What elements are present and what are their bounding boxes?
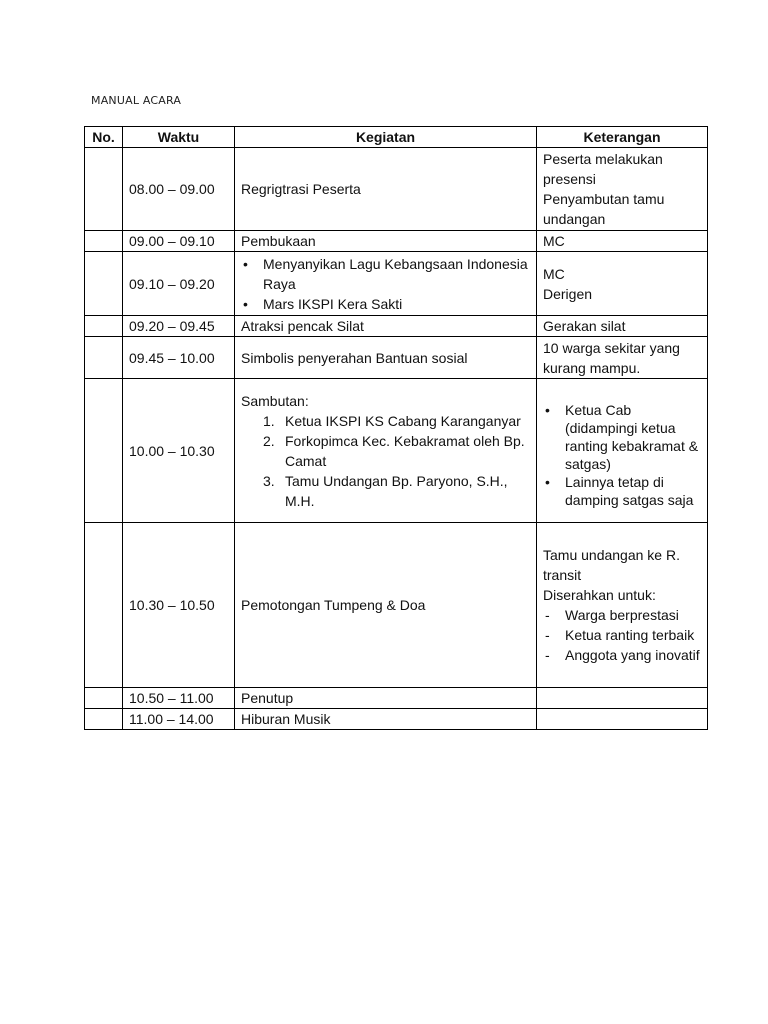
cell-waktu: 09.10 – 09.20 bbox=[123, 252, 235, 316]
header-kegiatan: Kegiatan bbox=[235, 127, 537, 148]
list-item: - Warga berprestasi bbox=[543, 605, 707, 625]
keterangan-line: Penyambutan tamu undangan bbox=[543, 191, 665, 227]
cell-kegiatan bbox=[235, 379, 537, 523]
cell-kegiatan: Regrigtrasi Peserta bbox=[235, 148, 537, 231]
cell-no bbox=[85, 379, 123, 523]
cell-no bbox=[85, 523, 123, 688]
cell-waktu: 10.30 – 10.50 bbox=[123, 523, 235, 688]
cell-kegiatan: Hiburan Musik bbox=[235, 709, 537, 730]
cell-no bbox=[85, 148, 123, 231]
keterangan-line: Tamu undangan ke R. transit bbox=[543, 547, 680, 583]
keterangan-line: Peserta melakukan presensi bbox=[543, 151, 663, 187]
cell-kegiatan: Atraksi pencak Silat bbox=[235, 316, 537, 337]
list-item-text: Forkopimca Kec. Kebakramat oleh Bp. Camat bbox=[285, 432, 525, 469]
table-row bbox=[85, 252, 708, 316]
table-row bbox=[85, 523, 708, 688]
cell-waktu: 10.00 – 10.30 bbox=[123, 379, 235, 523]
list-item: 2. Forkopimca Kec. Kebakramat oleh Bp. Camat bbox=[263, 432, 525, 469]
cell-keterangan bbox=[537, 379, 708, 523]
keterangan-line: Diserahkan untuk: bbox=[543, 587, 656, 603]
kegiatan-bullet-list bbox=[241, 254, 536, 314]
cell-kegiatan bbox=[235, 252, 537, 316]
table-row bbox=[85, 379, 708, 523]
list-item: • Menyanyikan Lagu Kebangsaan Indonesia Raya bbox=[241, 254, 536, 294]
cell-keterangan: MC bbox=[537, 231, 708, 252]
list-item: - Anggota yang inovatif bbox=[543, 645, 707, 665]
kegiatan-numbered-list bbox=[241, 411, 536, 511]
document-title: MANUAL ACARA bbox=[91, 94, 182, 107]
table-row bbox=[85, 316, 708, 337]
table-row bbox=[85, 709, 708, 730]
table-row bbox=[85, 148, 708, 231]
cell-kegiatan: Simbolis penyerahan Bantuan sosial bbox=[235, 337, 537, 379]
list-item: - Ketua ranting terbaik bbox=[543, 625, 707, 645]
header-waktu: Waktu bbox=[123, 127, 235, 148]
keterangan-line: Derigen bbox=[543, 285, 593, 302]
list-item: 1. Ketua IKSPI KS Cabang Karanganyar bbox=[263, 412, 521, 429]
cell-no bbox=[85, 316, 123, 337]
table-row bbox=[85, 337, 708, 379]
cell-keterangan: Gerakan silat bbox=[537, 316, 708, 337]
sambutan-label: Sambutan: bbox=[241, 392, 309, 409]
cell-waktu: 09.20 – 09.45 bbox=[123, 316, 235, 337]
list-item: 3. Tamu Undangan Bp. Paryono, S.H., M.H. bbox=[263, 472, 508, 509]
table-row bbox=[85, 231, 708, 252]
cell-keterangan bbox=[537, 688, 708, 709]
cell-no bbox=[85, 688, 123, 709]
list-item: • Mars IKSPI Kera Sakti bbox=[241, 294, 536, 314]
list-item-text: Tamu Undangan Bp. Paryono, S.H., M.H. bbox=[285, 472, 508, 509]
cell-waktu: 11.00 – 14.00 bbox=[123, 709, 235, 730]
cell-kegiatan: Pemotongan Tumpeng & Doa bbox=[235, 523, 537, 688]
table-header-row bbox=[85, 127, 708, 148]
cell-no bbox=[85, 709, 123, 730]
cell-keterangan bbox=[537, 523, 708, 688]
cell-no bbox=[85, 337, 123, 379]
list-item: • Ketua Cab (didampingi ketua ranting kebakramat & satgas) bbox=[543, 401, 707, 473]
header-no: No. bbox=[85, 127, 123, 148]
cell-no bbox=[85, 252, 123, 316]
list-item-text: Ketua IKSPI KS Cabang Karanganyar bbox=[285, 412, 521, 429]
cell-keterangan: 10 warga sekitar yang kurang mampu. bbox=[537, 337, 708, 379]
keterangan-dash-list bbox=[543, 605, 707, 665]
keterangan-line: MC bbox=[543, 265, 565, 282]
header-keterangan: Keterangan bbox=[537, 127, 708, 148]
table-row bbox=[85, 688, 708, 709]
cell-keterangan bbox=[537, 709, 708, 730]
schedule-table bbox=[84, 126, 708, 730]
cell-kegiatan: Penutup bbox=[235, 688, 537, 709]
cell-kegiatan: Pembukaan bbox=[235, 231, 537, 252]
cell-waktu: 08.00 – 09.00 bbox=[123, 148, 235, 231]
cell-waktu: 09.45 – 10.00 bbox=[123, 337, 235, 379]
keterangan-bullet-list bbox=[543, 401, 707, 509]
cell-waktu: 10.50 – 11.00 bbox=[123, 688, 235, 709]
list-item: • Lainnya tetap di damping satgas saja bbox=[543, 473, 707, 509]
cell-waktu: 09.00 – 09.10 bbox=[123, 231, 235, 252]
cell-keterangan bbox=[537, 252, 708, 316]
cell-keterangan bbox=[537, 148, 708, 231]
cell-no bbox=[85, 231, 123, 252]
